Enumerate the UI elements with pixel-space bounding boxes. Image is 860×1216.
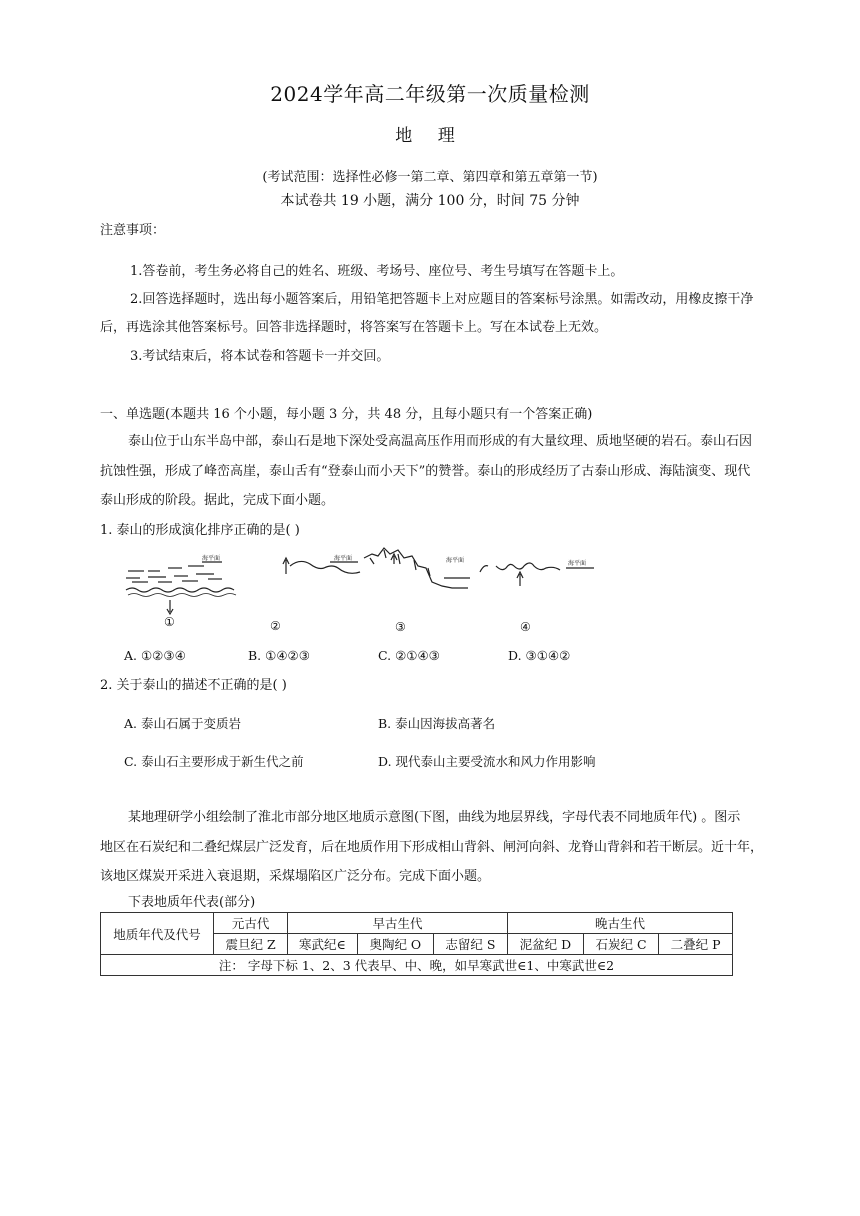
notice-item-1: 1.答卷前，考生务必将自己的姓名、班级、考场号、座位号、考生号填写在答题卡上。: [130, 264, 624, 279]
q1-option-c: C. ②①④③: [378, 648, 440, 663]
table-caption: 下表地质年代表(部分): [128, 895, 256, 910]
notice-heading: 注意事项：: [100, 223, 166, 238]
panel-2-label: ②: [270, 619, 281, 633]
q1-option-d: D. ③①④②: [508, 648, 571, 663]
passage2-line-1: 某地理研学小组绘制了淮北市部分地区地质示意图(下图，曲线为地层界线，字母代表不同地质年代) 。图示: [128, 810, 741, 825]
panel-2-sea-level-label: 海平面: [334, 555, 353, 562]
period-devonian: 泥盆纪 D: [507, 934, 583, 955]
passage1-line-3: 泰山形成的阶段。据此，完成下面小题。: [100, 493, 335, 508]
period-silurian: 志留纪 S: [433, 934, 507, 955]
q2-option-c: C. 泰山石主要形成于新生代之前: [124, 754, 304, 769]
passage2-line-3: 该地区煤炭开采进入衰退期，采煤塌陷区广泛分布。完成下面小题。: [100, 869, 491, 884]
exam-scope: (考试范围：选择性必修一第二章、第四章和第五章第一节): [262, 170, 598, 185]
section-heading: 一、单选题(本题共 16 个小题，每小题 3 分，共 48 分，且每小题只有一个答案正确): [100, 407, 593, 422]
panel-3-label: ③: [395, 620, 406, 634]
q1-option-a: A. ①②③④: [124, 648, 186, 663]
period-ordovician: 奥陶纪 O: [357, 934, 433, 955]
passage2-line-2: 地区在石炭纪和二叠纪煤层广泛发育，后在地质作用下形成相山背斜、闸河向斜、龙脊山背斜和若干断层。近十年，: [100, 840, 764, 855]
period-permian: 二叠纪 P: [659, 934, 733, 955]
passage1-line-1: 泰山位于山东半岛中部，泰山石是地下深处受高温高压作用而形成的有大量纹理、质地坚硬的岩石。泰山石因: [128, 434, 753, 449]
era-late-paleozoic: 晚古生代: [507, 913, 732, 934]
geologic-time-table: [100, 912, 733, 976]
q1-option-b: B. ①④②③: [248, 648, 310, 663]
table-note: 注： 字母下标 1、2、3 代表早、中、晚，如早寒武世∈1、中寒武世∈2: [101, 955, 733, 976]
notice-item-2: 2.回答选择题时，选出每小题答案后，用铅笔把答题卡上对应题目的答案标号涂黑。如需改动，用橡皮擦干净: [130, 292, 754, 307]
era-proterozoic: 元古代: [214, 913, 288, 934]
era-early-paleozoic: 早古生代: [288, 913, 508, 934]
q2-option-d: D. 现代泰山主要受流水和风力作用影响: [378, 754, 596, 769]
notice-item-3: 3.考试结束后，将本试卷和答题卡一并交回。: [130, 349, 390, 364]
subject-title: 地 理: [395, 126, 465, 146]
question-2-stem: 2. 关于泰山的描述不正确的是( ): [100, 678, 287, 693]
passage1-line-2: 抗蚀性强，形成了峰峦高崖，泰山舌有“登泰山而小天下”的赞誉。泰山的形成经历了古泰山形成、海陆演变、现代: [100, 464, 751, 479]
period-cambrian: 寒武纪∈: [288, 934, 358, 955]
q2-option-b: B. 泰山因海拔高著名: [378, 716, 496, 731]
taishan-evolution-figure: [118, 538, 608, 638]
panel-4-sea-level-label: 海平面: [568, 560, 587, 567]
period-carboniferous: 石炭纪 C: [583, 934, 658, 955]
q2-option-a: A. 泰山石属于变质岩: [124, 716, 241, 731]
exam-info: 本试卷共 19 小题，满分 100 分，时间 75 分钟: [280, 193, 580, 209]
panel-3-diagram: [364, 548, 470, 588]
table-row-header: 地质年代及代号: [101, 913, 214, 955]
panel-4-label: ④: [520, 620, 531, 634]
panel-1-diagram: [126, 562, 236, 614]
panel-3-sea-level-label: 海平面: [446, 557, 465, 564]
question-1-stem: 1. 泰山的形成演化排序正确的是( ): [100, 523, 300, 538]
notice-item-2-cont: 后，再选涂其他答案标号。回答非选择题时，将答案写在答题卡上。写在本试卷上无效。: [100, 320, 608, 335]
panel-1-label: ①: [164, 615, 175, 629]
panel-1-sea-level-label: 海平面: [202, 555, 221, 562]
exam-title: 2024学年高二年级第一次质量检测: [270, 82, 590, 106]
period-sinian: 震旦纪 Z: [214, 934, 288, 955]
